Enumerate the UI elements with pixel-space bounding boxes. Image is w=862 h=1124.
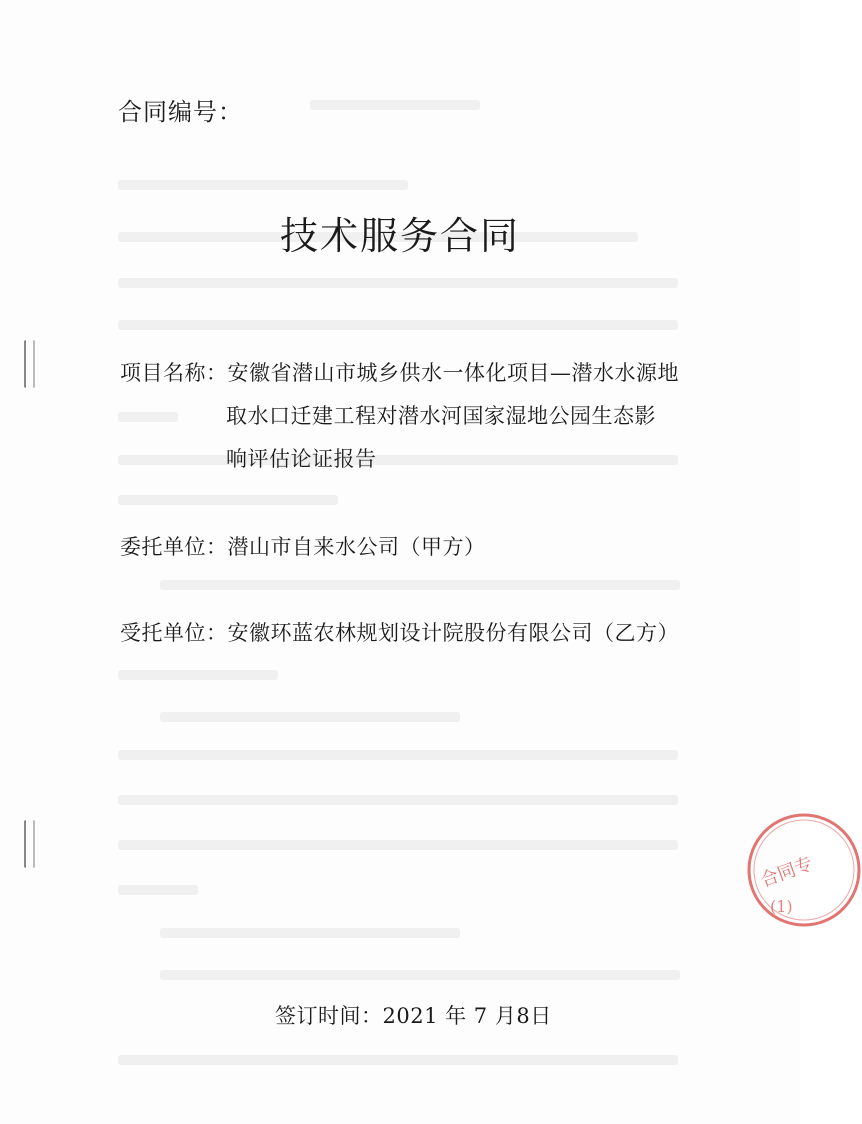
bleed-through-line <box>118 840 678 850</box>
sign-date-value: 2021 年 7 月8日 <box>382 1004 552 1028</box>
sign-date-label: 签订时间： <box>275 1004 383 1028</box>
bleed-through-line <box>118 495 338 505</box>
bleed-through-line <box>118 750 678 760</box>
sign-date-field <box>275 1000 552 1030</box>
bleed-through-line <box>118 795 678 805</box>
client-label: 委托单位： <box>120 535 228 559</box>
bleed-through-line <box>118 885 198 895</box>
bleed-through-line <box>310 100 480 110</box>
project-name-field <box>120 352 690 481</box>
client-field <box>120 526 486 569</box>
project-name-line-1: 安徽省潜山市城乡供水一体化项目—潜水水源地 <box>227 361 679 385</box>
bleed-through-line <box>160 928 460 938</box>
bleed-through-line <box>160 712 460 722</box>
bleed-through-line <box>118 278 678 288</box>
project-name-label: 项目名称： <box>120 361 228 385</box>
svg-text:合同专: 合同专 <box>757 853 816 892</box>
bleed-through-line <box>160 970 680 980</box>
contractor-label: 受托单位： <box>120 621 228 645</box>
contractor-value: 安徽环蓝农林规划设计院股份有限公司（乙方） <box>227 621 679 645</box>
contract-number-label: 合同编号： <box>118 98 243 126</box>
binding-mark-bottom <box>24 820 35 868</box>
bleed-through-line <box>118 180 408 190</box>
company-seal <box>742 800 862 940</box>
contractor-field <box>120 612 679 655</box>
project-name-line-2: 取水口迁建工程对潜水河国家湿地公园生态影 <box>226 404 656 428</box>
binding-mark-top <box>24 340 35 388</box>
svg-text:(1): (1) <box>770 897 793 916</box>
page-title: 技术服务合同 <box>279 214 520 258</box>
client-value: 潜山市自来水公司（甲方） <box>227 535 486 559</box>
project-name-line-3: 响评估论证报告 <box>226 447 377 471</box>
bleed-through-line <box>160 580 680 590</box>
bleed-through-line <box>118 1055 678 1065</box>
bleed-through-line <box>118 670 278 680</box>
bleed-through-line <box>118 320 678 330</box>
